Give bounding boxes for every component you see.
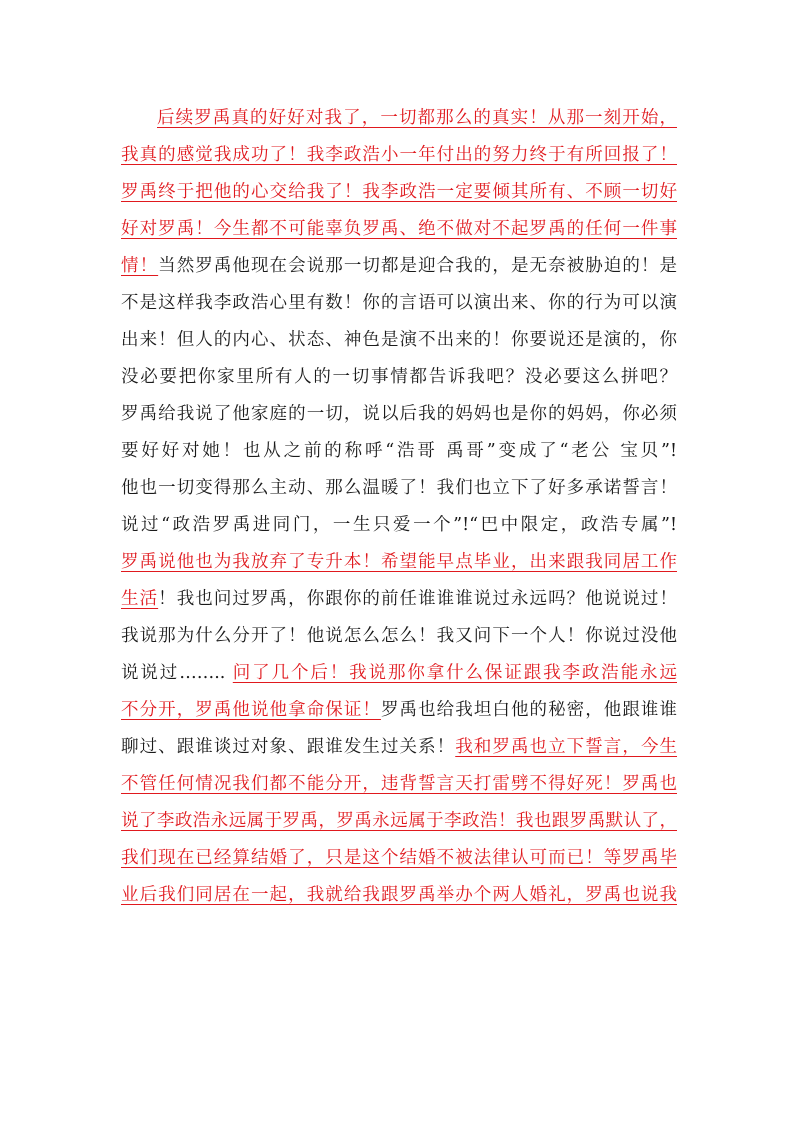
text-line <box>121 322 677 359</box>
text-line <box>121 100 677 137</box>
text-line <box>121 248 677 285</box>
body-text-segment: 出来！但人的内心、状态、神色是演不出来的！你要说还是演的，你 <box>121 330 677 350</box>
text-line <box>121 396 677 433</box>
body-text-segment: 不是这样我李政浩心里有数！你的言语可以演出来、你的行为可以演 <box>121 293 677 313</box>
text-line <box>121 877 677 914</box>
highlighted-text: 生活 <box>121 589 159 609</box>
highlighted-text: 我和罗禹也立下誓言，今生 <box>455 737 678 757</box>
highlighted-text: 不管任何情况我们都不能分开，违背誓言天打雷劈不得好死！罗禹也 <box>121 774 677 794</box>
highlighted-text: 我们现在已经算结婚了，只是这个结婚不被法律认可而已！等罗禹毕 <box>121 848 677 868</box>
text-line <box>121 359 677 396</box>
text-line <box>121 174 677 211</box>
text-line <box>121 692 677 729</box>
body-text-segment: 罗禹给我说了他家庭的一切，说以后我的妈妈也是你的妈妈，你必须 <box>121 404 677 424</box>
highlighted-text: 情！ <box>121 256 159 276</box>
body-text-segment: 没必要把你家里所有人的一切事情都告诉我吧？没必要这么拼吧？ <box>121 367 677 387</box>
text-line <box>121 507 677 544</box>
text-line <box>121 655 677 692</box>
text-line <box>121 544 677 581</box>
text-line <box>121 803 677 840</box>
highlighted-text: 业后我们同居在一起，我就给我跟罗禹举办个两人婚礼，罗禹也说我 <box>121 885 677 905</box>
text-line <box>121 285 677 322</box>
body-text-segment: 说说过…….. <box>121 663 233 683</box>
highlighted-text: 问了几个后！我说那你拿什么保证跟我李政浩能永远 <box>232 663 677 683</box>
text-line <box>121 211 677 248</box>
body-text-segment: 我说那为什么分开了！他说怎么怎么！我又问下一个人！你说过没他 <box>121 626 677 646</box>
body-text-segment: 他也一切变得那么主动、那么温暖了！我们也立下了好多承诺誓言！ <box>121 478 677 498</box>
highlighted-text: 罗禹说他也为我放弃了专升本！希望能早点毕业，出来跟我同居工作 <box>121 552 677 572</box>
text-line <box>121 137 677 174</box>
body-text-segment: 聊过、跟谁谈过对象、跟谁发生过关系！ <box>121 737 456 757</box>
text-line <box>121 618 677 655</box>
body-text-segment: 当然罗禹他现在会说那一切都是迎合我的，是无奈被胁迫的！是 <box>158 256 678 276</box>
text-line <box>121 433 677 470</box>
highlighted-text: 说了李政浩永远属于罗禹，罗禹永远属于李政浩！我也跟罗禹默认了， <box>121 811 677 831</box>
highlighted-text: 不分开，罗禹他说他拿命保证！ <box>121 700 381 720</box>
text-line <box>121 729 677 766</box>
body-text-segment: 要好好对她！也从之前的称呼“浩哥 禹哥”变成了“老公 宝贝”! <box>121 441 677 461</box>
highlighted-text: 罗禹终于把他的心交给我了！我李政浩一定要倾其所有、不顾一切好 <box>121 182 677 202</box>
highlighted-text: 好对罗禹！今生都不可能辜负罗禹、绝不做对不起罗禹的任何一件事 <box>121 219 677 239</box>
highlighted-text: 后续罗禹真的好好对我了，一切都那么的真实！从那一刻开始， <box>157 108 677 128</box>
body-text-segment: 说过“政浩罗禹进同门，一生只爱一个”!“巴中限定，政浩专属”! <box>121 515 677 535</box>
highlighted-text: 我真的感觉我成功了！我李政浩小一年付出的努力终于有所回报了！ <box>121 145 677 165</box>
text-line <box>121 470 677 507</box>
text-line <box>121 581 677 618</box>
body-text-segment: ！我也问过罗禹，你跟你的前任谁谁谁说过永远吗？他说说过！ <box>158 589 678 609</box>
text-line <box>121 840 677 877</box>
body-text <box>121 100 677 914</box>
body-text-segment: 罗禹也给我坦白他的秘密，他跟谁谁 <box>380 700 678 720</box>
text-line <box>121 766 677 803</box>
